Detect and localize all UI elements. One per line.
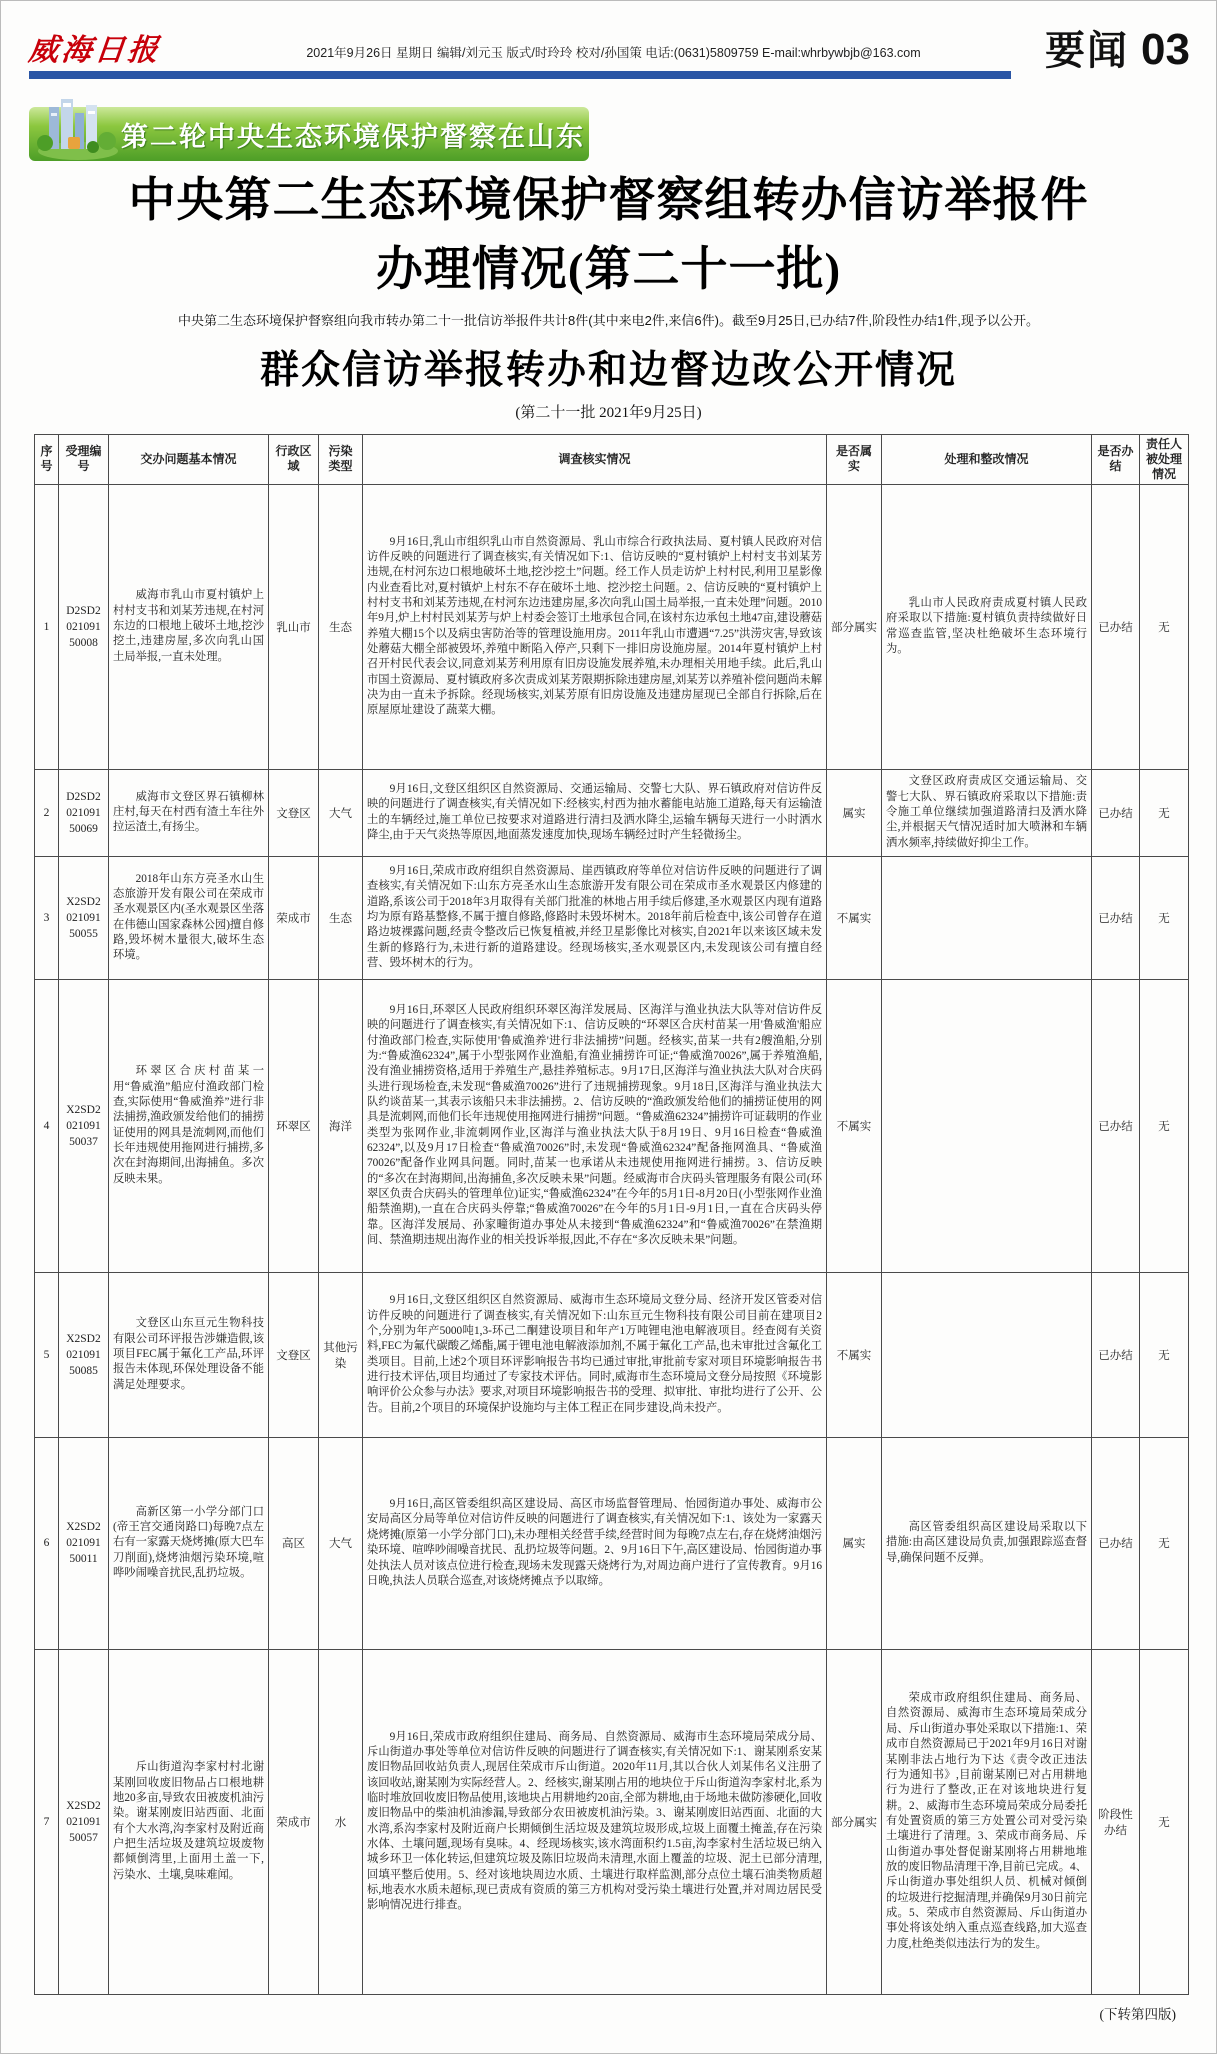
- verified-cell: 部分属实: [827, 484, 882, 769]
- header-cell: 调查核实情况: [363, 434, 827, 484]
- issue-cell: 威海市文登区界石镇柳林庄村,每天在村西有渣土车往外拉运渣土,有扬尘。: [109, 769, 269, 856]
- issue-cell: 高新区第一小学分部门口(帝王宫交通岗路口)每晚7点左右有一家露天烧烤摊(原大巴车刀削面),烧烤油烟污染环境,喧哗吵闹噪音扰民,乱扔垃圾。: [109, 1437, 269, 1649]
- status-cell: 已办结: [1092, 1272, 1140, 1437]
- investigation-cell: 9月16日,乳山市组织乳山市自然资源局、乳山市综合行政执法局、夏村镇人民政府对信访件反映的问题进行了调查核实,有关情况如下:1、信访反映的“夏村镇炉上村村支书刘某芳违规,在村河东边口根地破坏土地,挖沙挖土”问题。经工作人员走访炉上村村民,利用卫星影像内业查看比对,夏村镇炉上村东不存在破坏土地、挖沙挖土问题。2、信访反映的“夏村镇炉上村村支书和刘某芳违规,在村河东边违建房屋,多次向乳山国土局举报,一直未处理”问题。2010年9月,炉上村村民刘某芳与炉上村委会签订土地承包合同,在该村东边承包土地47亩,建设蘑菇养殖大棚15个以及病虫害防治等的管理设施用房。2011年乳山市遭遇“7.25”洪涝灾害,导致该处蘑菇大棚全部被毁坏,养殖中断陷入停产,只剩下一排旧房设施房屋。2014年夏村镇炉上村召开村民代表会议,同意刘某芳利用原有旧房设施发展养殖,未办理相关用地手续。此后,乳山市国土资源局、夏村镇政府多次责成刘某芳限期拆除违建房屋,刘某芳以养殖补偿问题尚未解决为由一直未予拆除。经现场核实,刘某芳原有旧房设施及违建房屋现已全部自行拆除,后在原屋原址建设了蔬菜大棚。: [363, 484, 827, 769]
- verified-cell: 不属实: [827, 1272, 882, 1437]
- banner-title: 第二轮中央生态环境保护督察在山东: [121, 121, 585, 152]
- region-cell: 环翠区: [269, 979, 319, 1272]
- header-cell: 责任人被处理情况: [1140, 434, 1189, 484]
- status-cell: 已办结: [1092, 856, 1140, 979]
- seq-cell: 3: [35, 856, 59, 979]
- seq-cell: 1: [35, 484, 59, 769]
- action-cell: 乳山市人民政府责成夏村镇人民政府采取以下措施:夏村镇负责持续做好日常巡查监管,坚决杜绝破坏生态环境行为。: [882, 484, 1092, 769]
- investigation-cell: 9月16日,高区管委组织高区建设局、高区市场监督管理局、怡园街道办事处、威海市公安局高区分局等单位对信访件反映的问题进行了调查核实,有关情况如下:1、该处为一家露天烧烤摊(原第一小学分部门口),未办理相关经营手续,经营时间为每晚7点左右,存在烧烤油烟污染环境、喧哗吵闹噪音扰民、乱扔垃圾等问题。2、9月16日下午,高区建设局、怡园街道办事处执法人员对该点位进行检查,现场未发现露天烧烤行为,对周边商户进行了宣传教育。9月16日晚,执法人员联合巡查,对该烧烤摊点予以取缔。: [363, 1437, 827, 1649]
- header-cell: 受理编号: [59, 434, 109, 484]
- issue-cell: 斥山街道沟李家村村北谢某刚回收废旧物品占口根地耕地20多亩,导致农田被废机油污染。谢某刚废旧站西面、北面有个大水湾,沟李家村及附近商户把生活垃圾及建筑垃圾废物都倾倒湾里,上面用土盖一下,污染水、土壤,臭味难闻。: [109, 1649, 269, 1994]
- header-cell: 交办问题基本情况: [109, 434, 269, 484]
- header-cell: 序号: [35, 434, 59, 484]
- main-headline-line2: 办理情况(第二十一批): [375, 244, 842, 297]
- intro-paragraph: 中央第二生态环境保护督察组向我市转办第二十一批信访举报件共计8件(其中来电2件,来信6件)。截至9月25日,已办结7件,阶段性办结1件,现予以公开。: [178, 312, 1039, 328]
- pollution-type-cell: 大气: [319, 769, 363, 856]
- case-id-cell: X2SD2 021091 50057: [59, 1649, 109, 1994]
- case-id-cell: X2SD2 021091 50085: [59, 1272, 109, 1437]
- table-header-row: [35, 434, 1189, 484]
- region-cell: 乳山市: [269, 484, 319, 769]
- section-label: 要闻: [1045, 29, 1130, 73]
- masthead-divider: [29, 71, 1011, 79]
- pollution-type-cell: 生态: [319, 484, 363, 769]
- investigation-cell: 9月16日,荣成市政府组织自然资源局、崖西镇政府等单位对信访件反映的问题进行了调查核实,有关情况如下:山东方亮圣水山生态旅游开发有限公司在荣成市圣水观景区内修建的道路,系该公司于2018年3月取得有关部门批准的林地占用手续后修建,圣水观景区内现有道路均为原有路基整修,不属于擅自修路,修路时未毁坏树木。2018年前后检查中,该公司曾存在道路边坡裸露问题,经责令整改后已恢复植被,并经卫星影像比对核实,自2021年以来该区域未发生新的修路行为,未进行新的道路建设。经现场核实,圣水观景区内,未发现该公司有擅自经营、毁坏树木的行为。: [363, 856, 827, 979]
- header-cell: 是否属实: [827, 434, 882, 484]
- table-row: [35, 769, 1189, 856]
- region-cell: 文登区: [269, 1272, 319, 1437]
- newspaper-logo: 威海日报: [26, 34, 163, 67]
- pollution-type-cell: 其他污染: [319, 1272, 363, 1437]
- header-cell: 是否办结: [1092, 434, 1140, 484]
- investigation-cell: 9月16日,文登区组织区自然资源局、交通运输局、交警七大队、界石镇政府对信访件反映的问题进行了调查核实,有关情况如下:经核实,村西为抽水蓄能电站施工道路,每天有运输渣土的车辆经过,施工单位已按要求对道路进行清扫及洒水降尘,运输车辆每天进行一小时洒水降尘,由于天气炎热等原因,地面蒸发速度加快,现场车辆经过时产生轻微扬尘。: [363, 769, 827, 856]
- pollution-type-cell: 水: [319, 1649, 363, 1994]
- region-cell: 文登区: [269, 769, 319, 856]
- verified-cell: 属实: [827, 769, 882, 856]
- pollution-type-cell: 海洋: [319, 979, 363, 1272]
- verified-cell: 部分属实: [827, 1649, 882, 1994]
- issue-cell: 威海市乳山市夏村镇炉上村村支书和刘某芳违规,在村河东边的口根地上破坏土地,挖沙挖土,违建房屋,多次向乳山国土局举报,一直未处理。: [109, 484, 269, 769]
- table-row: [35, 856, 1189, 979]
- page-number: 03: [1141, 25, 1190, 74]
- issue-cell: 2018年山东方亮圣水山生态旅游开发有限公司在荣成市圣水观景区内(圣水观景区坐落在伟德山国家森林公园)擅自修路,毁坏树木量很大,破坏生态环境。: [109, 856, 269, 979]
- seq-cell: 4: [35, 979, 59, 1272]
- verified-cell: 不属实: [827, 979, 882, 1272]
- action-cell: [882, 856, 1092, 979]
- table-row: [35, 1437, 1189, 1649]
- table-row: [35, 979, 1189, 1272]
- case-id-cell: X2SD2 021091 50055: [59, 856, 109, 979]
- status-cell: 已办结: [1092, 484, 1140, 769]
- accountability-cell: 无: [1140, 1437, 1189, 1649]
- region-cell: 高区: [269, 1437, 319, 1649]
- verified-cell: 不属实: [827, 856, 882, 979]
- region-cell: 荣成市: [269, 1649, 319, 1994]
- section-header: [1045, 19, 1190, 76]
- investigation-cell: 9月16日,荣成市政府组织住建局、商务局、自然资源局、威海市生态环境局荣成分局、斥山街道办事处等单位对信访件反映的问题进行了调查核实,有关情况如下:1、谢某刚系安某废旧物品回收站负责人,现居住荣成市斥山街道。2020年11月,其以合伙人刘某伟名义注册了该回收站,谢某刚为实际经营人。2、经核实,谢某刚占用的地块位于斥山街道沟李家村北,系为临时堆放回收废旧物品使用,该地块占用耕地约20亩,全部为耕地,由于场地未做防渗硬化,回收废旧物品中的柴油机油渗漏,导致部分农田被废机油污染。3、谢某刚废旧站西面、北面的大水湾,系沟李家村及附近商户长期倾倒生活垃圾及建筑垃圾形成,垃圾上面覆土掩盖,存在污染水体、土壤问题,现场有臭味。4、经现场核实,该水湾面积约1.5亩,沟李家村生活垃圾已纳入城乡环卫一体化转运,但建筑垃圾及陈旧垃圾尚未清理,水面上覆盖的垃圾、泥土已部分清理,回填平整后使用。5、经对该地块周边水质、土壤进行取样监测,部分点位土壤石油类物质超标,地表水水质未超标,现已责成有资质的第三方机构对受污染土壤进行处置,并对周边居民受影响情况进行排查。: [363, 1649, 827, 1994]
- region-cell: 荣成市: [269, 856, 319, 979]
- table-row: [35, 1649, 1189, 1994]
- pollution-type-cell: 大气: [319, 1437, 363, 1649]
- case-id-cell: X2SD2 021091 50037: [59, 979, 109, 1272]
- sub-headline: 群众信访举报转办和边督边改公开情况: [259, 348, 957, 392]
- table-row: [35, 1272, 1189, 1437]
- masthead-meta: 2021年9月26日 星期日 编辑/刘元玉 版式/时玲玲 校对/孙国策 电话:(0631)5809759 E-mail:whrbywbjb@163.com: [306, 46, 921, 60]
- table-row: [35, 484, 1189, 769]
- status-cell: 阶段性办结: [1092, 1649, 1140, 1994]
- action-cell: 文登区政府责成区交通运输局、交警七大队、界石镇政府采取以下措施:责令施工单位继续加强道路清扫及洒水降尘,并根据天气情况适时加大喷淋和车辆洒水频率,持续做好抑尘工作。: [882, 769, 1092, 856]
- case-id-cell: D2SD2 021091 50008: [59, 484, 109, 769]
- action-cell: 高区管委组织高区建设局采取以下措施:由高区建设局负责,加强跟踪巡查督导,确保问题不反弹。: [882, 1437, 1092, 1649]
- case-id-cell: X2SD2 021091 50011: [59, 1437, 109, 1649]
- seq-cell: 5: [35, 1272, 59, 1437]
- status-cell: 已办结: [1092, 979, 1140, 1272]
- accountability-cell: 无: [1140, 1272, 1189, 1437]
- issue-cell: 环翠区合庆村苗某一用“鲁威渔”船应付渔政部门检查,实际使用“鲁威渔养”进行非法捕捞,渔政颁发给他们的捕捞证使用的网具是流刺网,而他们长年违规使用拖网进行捕捞,多次在封海期间,出海捕鱼。多次反映未果。: [109, 979, 269, 1272]
- main-headline-line1: 中央第二生态环境保护督察组转办信访举报件: [128, 175, 1089, 227]
- city-illustration-icon: [35, 93, 121, 166]
- accountability-cell: 无: [1140, 769, 1189, 856]
- pollution-type-cell: 生态: [319, 856, 363, 979]
- case-id-cell: D2SD2 021091 50069: [59, 769, 109, 856]
- action-cell: [882, 1272, 1092, 1437]
- status-cell: 已办结: [1092, 1437, 1140, 1649]
- verified-cell: 属实: [827, 1437, 882, 1649]
- accountability-cell: 无: [1140, 856, 1189, 979]
- masthead: [1, 1, 1216, 79]
- header-cell: 行政区域: [269, 434, 319, 484]
- header-cell: 处理和整改情况: [882, 434, 1092, 484]
- action-cell: 荣成市政府组织住建局、商务局、自然资源局、威海市生态环境局荣成分局、斥山街道办事处采取以下措施:1、荣成市自然资源局已于2021年9月16日对谢某刚非法占地行为下达《责令改正违法行为通知书》,目前谢某刚已对占用耕地行为进行了整改,正在对该地块进行复耕。2、威海市生态环境局荣成分局委托有处置资质的第三方处置公司对受污染土壤进行了清理。3、荣成市商务局、斥山街道办事处督促谢某刚将占用耕地堆放的废旧物品清理干净,目前已完成。4、斥山街道办事处组织人员、机械对倾倒的垃圾进行挖掘清理,并确保9月30日前完成。5、荣成市自然资源局、斥山街道办事处将该处纳入重点巡查线路,加大巡查力度,杜绝类似违法行为的发生。: [882, 1649, 1092, 1994]
- investigation-cell: 9月16日,环翠区人民政府组织环翠区海洋发展局、区海洋与渔业执法大队等对信访件反映的问题进行了调查核实,有关情况如下:1、信访反映的“环翠区合庆村苗某一用'鲁威渔'船应付渔政部门检查,实际使用'鲁威渔养'进行非法捕捞”问题。经核实,苗某一共有2艘渔船,分别为:“鲁威渔62324”,属于小型张网作业渔船,有渔业捕捞许可证;“鲁威渔70026”,属于养殖渔船,没有渔业捕捞资格,适用于养殖生产,悬挂养殖标志。9月17日,区海洋与渔业执法大队对合庆码头进行现场检查,未发现“鲁威渔70026”进行了违规捕捞现象。9月18日,区海洋与渔业执法大队约谈苗某一,其表示该船只未非法捕捞。2、信访反映的“渔政颁发给他们的捕捞证使用的网具是流刺网,而他们长年违规使用拖网进行捕捞”问题。“鲁威渔62324”捕捞许可证载明的作业类型为张网作业,非流刺网作业,区海洋与渔业执法大队于8月19日、9月16日检查“鲁威渔62324”,以及9月17日检查“鲁威渔70026”时,未发现“鲁威渔62324”配备拖网渔具、“鲁威渔70026”配备作业网具问题。同时,苗某一也承诺从未违规使用拖网进行捕捞。3、信访反映的“多次在封海期间,出海捕鱼,多次反映未果”问题。经威海市合庆码头管理服务有限公司(环翠区负责合庆码头的管理单位)证实,“鲁威渔62324”在今年的5月1日-8月20日(小型张网作业渔船禁渔期),一直在合庆码头停靠;“鲁威渔70026”在今年的5月1日-9月1日,一直在合庆码头停靠。区海洋发展局、孙家疃街道办事处从未接到“鲁威渔62324”和“鲁威渔70026”在禁渔期间、禁渔期违规出海作业的相关投诉举报,因此,不存在“多次反映未果”问题。: [363, 979, 827, 1272]
- accountability-cell: 无: [1140, 1649, 1189, 1994]
- seq-cell: 7: [35, 1649, 59, 1994]
- status-cell: 已办结: [1092, 769, 1140, 856]
- table-header: [35, 434, 1189, 484]
- seq-cell: 2: [35, 769, 59, 856]
- accountability-cell: 无: [1140, 979, 1189, 1272]
- accountability-cell: 无: [1140, 484, 1189, 769]
- action-cell: [882, 979, 1092, 1272]
- issue-cell: 文登区山东亘元生物科技有限公司环评报告涉嫌造假,该项目FEC属于氟化工产品,环评报告未体现,环保处理设备不能满足处理要求。: [109, 1272, 269, 1437]
- column-banner: [29, 107, 589, 161]
- header-cell: 污染类型: [319, 434, 363, 484]
- report-table-body: [35, 484, 1189, 1994]
- investigation-cell: 9月16日,文登区组织区自然资源局、威海市生态环境局文登分局、经济开发区管委对信访件反映的问题进行了调查核实,有关情况如下:山东亘元生物科技有限公司目前在建项目2个,分别为年产5000吨1,3-环己二酮建设项目和年产1万吨锂电池电解液项目。经查阅有关资料,FEC为氟代碳酸乙烯酯,属于锂电池电解液添加剂,不属于氟化工产品,也未审批过含氟化工类项目。目前,上述2个项目环评影响报告书均已通过审批,审批前专家对项目环境影响报告书进行技术评估,项目均通过了专家技术评估。同时,威海市生态环境局文登分局按照《环境影响评价公众参与办法》要求,对项目环境影响报告书的受理、拟审批、审批均进行了公开、公告。目前,2个项目的环境保护设施均与主体工程正在同步建设,尚未投产。: [363, 1272, 827, 1437]
- seq-cell: 6: [35, 1437, 59, 1649]
- batch-date-line: (第二十一批 2021年9月25日): [515, 404, 702, 421]
- continuation-note: (下转第四版): [1099, 2006, 1176, 2022]
- complaints-table: [34, 434, 1189, 1995]
